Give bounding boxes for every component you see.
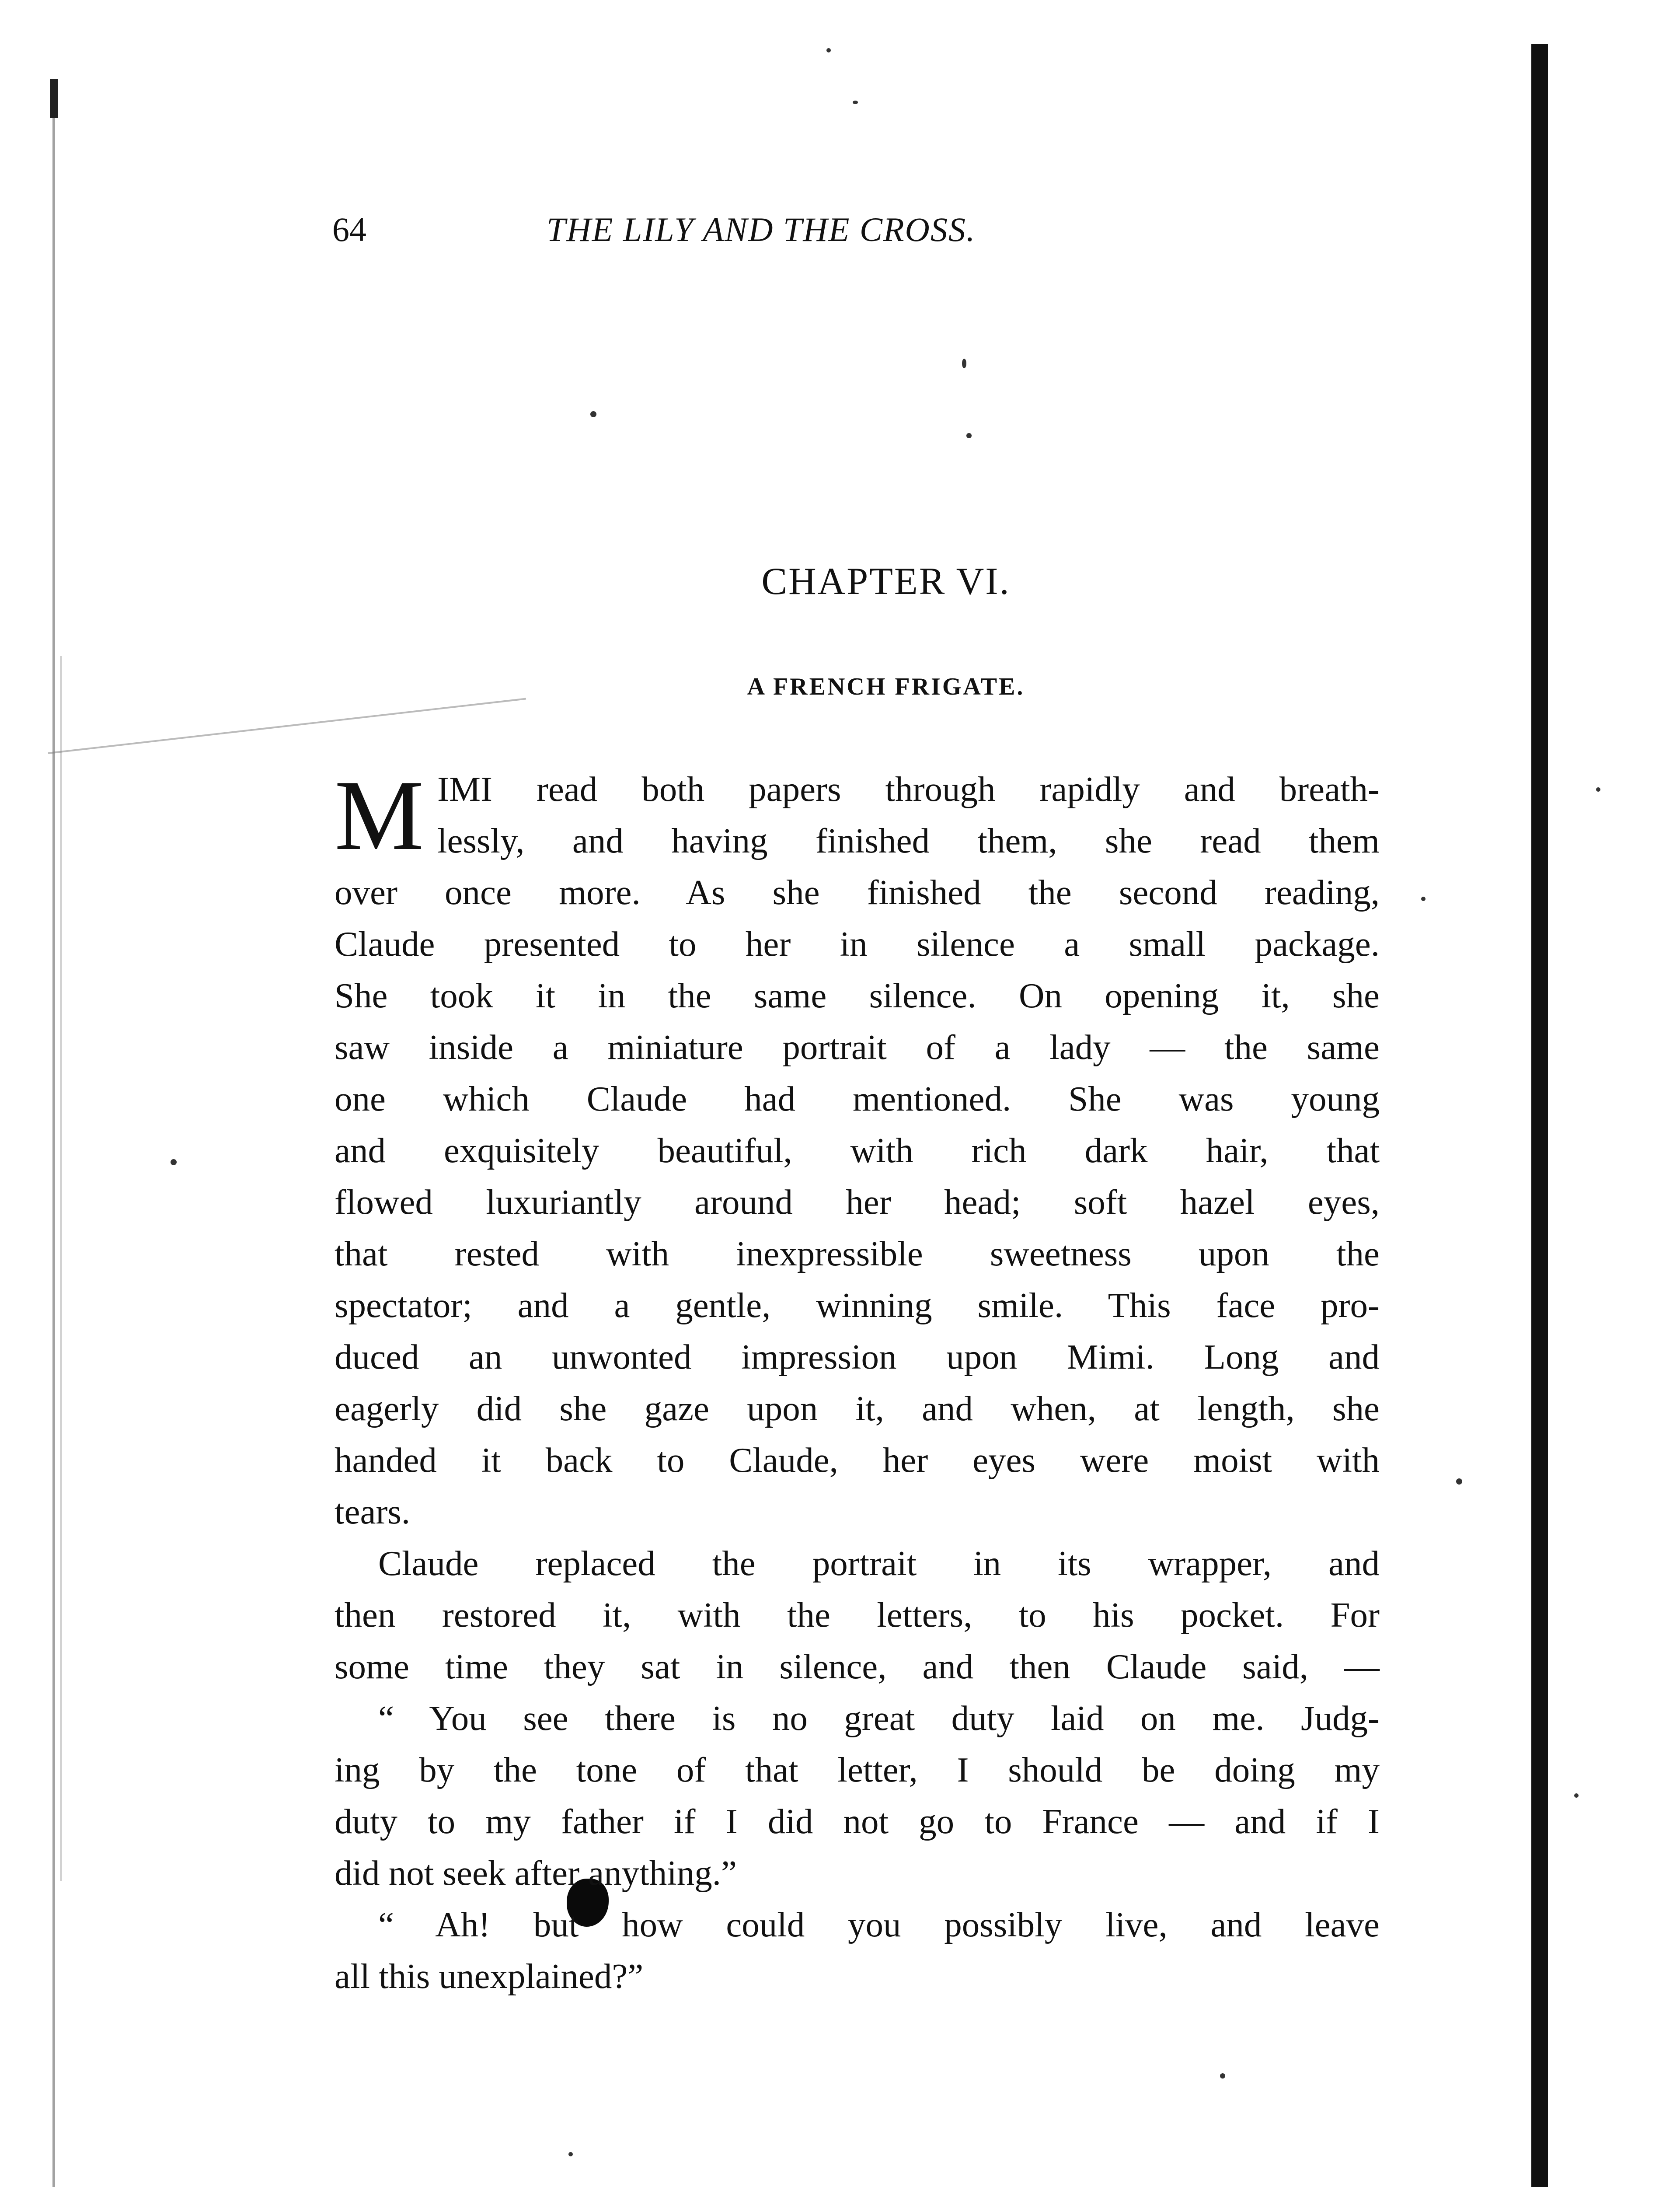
text-line: all this unexplained?” [335,1956,644,1996]
text-line: and exquisitely beautiful, with rich dark hair, that [335,1131,1380,1170]
text-line: duty to my father if I did not go to France — and if I [335,1802,1380,1841]
text-line: ing by the tone of that letter, I should be doing my [335,1750,1380,1789]
text-line: Claude replaced the portrait in its wrapper, and [378,1544,1380,1583]
running-head [332,206,1404,254]
running-title: THE LILY AND THE CROSS. [547,210,976,248]
text-line: saw inside a miniature portrait of a lady — the same [335,1027,1380,1067]
text-line: IMI read both papers through rapidly and breath- [437,769,1380,809]
text-line: duced an unwonted impression upon Mimi. Long and [335,1337,1380,1376]
scan-speck [171,1159,177,1165]
chapter-heading: CHAPTER VI. [761,560,1011,603]
scan-speck [1421,897,1426,901]
text-line: She took it in the same silence. On opening it, she [335,976,1380,1015]
scan-binding-line [52,87,55,2187]
scan-speck [590,411,596,417]
scan-speck [826,48,831,52]
text-line: some time they sat in silence, and then Claude said, — [335,1647,1380,1686]
scan-speck [1596,787,1600,792]
text-line: tears. [335,1492,411,1531]
body-text [335,759,1380,2002]
page-number: 64 [332,210,366,248]
text-line: one which Claude had mentioned. She was young [335,1079,1380,1118]
scan-binding-line-faint [60,656,62,1881]
text-line: handed it back to Claude, her eyes were moist with [335,1440,1380,1480]
scan-scratch [48,698,526,754]
scan-speck [1574,1793,1579,1798]
drop-cap: M [335,759,424,871]
text-line: flowed luxuriantly around her head; soft hazel eyes, [335,1182,1380,1222]
text-line: eagerly did she gaze upon it, and when, at length, she [335,1389,1380,1428]
scan-speck [568,2152,573,2156]
text-line: did not seek after anything.” [335,1853,737,1893]
text-line: “ You see there is no great duty laid on me. Judg- [378,1698,1380,1738]
scan-speck [962,359,966,368]
text-line: that rested with inexpressible sweetness upon the [335,1234,1380,1273]
text-line: over once more. As she finished the second reading, [335,873,1380,912]
text-line: then restored it, with the letters, to his pocket. For [335,1595,1380,1635]
text-line: spectator; and a gentle, winning smile. This face pro- [335,1286,1380,1325]
scan-speck [966,433,972,438]
scan-speck [1456,1478,1462,1485]
text-line: Claude presented to her in silence a small package. [335,924,1380,964]
scan-edge-mark [50,79,58,118]
scan-edge-shadow [1531,44,1548,2187]
scan-speck [853,101,858,104]
text-line: lessly, and having finished them, she read them [437,821,1380,860]
chapter-subtitle: A FRENCH FRIGATE. [747,673,1025,700]
scan-speck [1220,2073,1225,2079]
text-line: “ Ah! but how could you possibly live, and leave [378,1905,1380,1944]
